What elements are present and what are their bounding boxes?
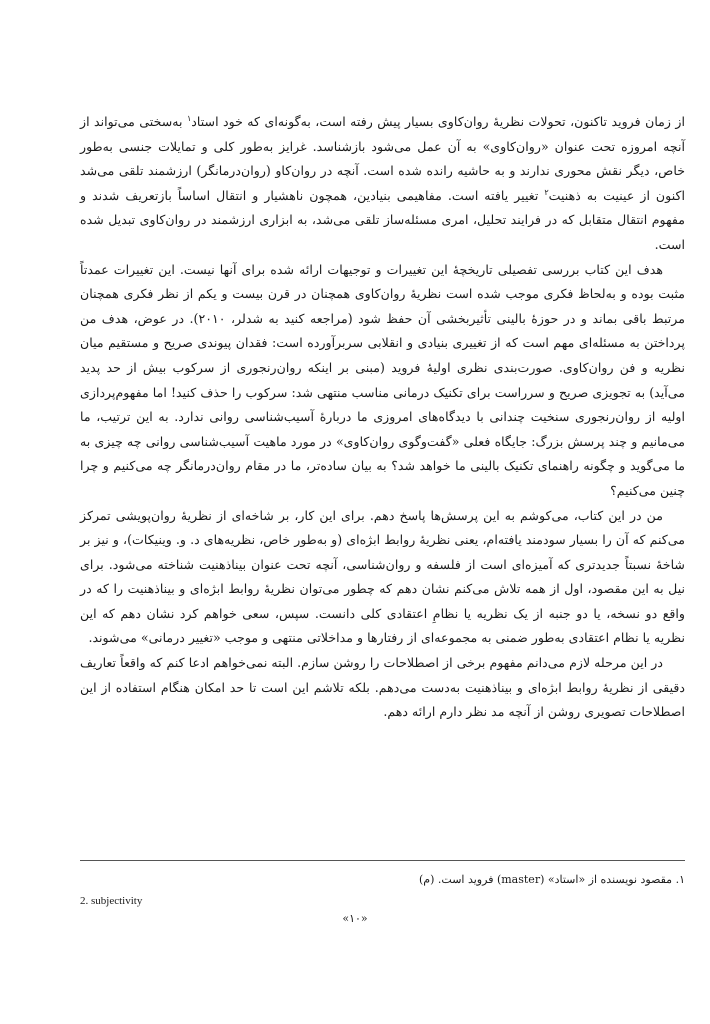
- paragraph-2: هدف این کتاب بررسی تفصیلی تاریخچهٔ این تغییرات و توجیهات ارائه شده برای آنها نیست. این تغییرات عمدتاً مثبت بوده و به‌لحاظ فکری موجب شده است نظریهٔ روان‌کاوی همچنان در قرن بیست و یکم از نظر فکری همچنان مرتبط باقی بماند و در حوزهٔ بالینی تأثیربخشی آن حفظ شود (مراجعه کنید به شدلر، ۲۰۱۰). در عوض، هدف من پرداختن به مسئله‌ای مهم است که از تغییری بنیادی و انقلابی سربرآورده است: فقدان پیوندی صریح و مستقیم میان نظریه و فن روان‌کاوی. صورت‌بندی نظری اولیهٔ فروید (مبنی بر اینکه روان‌رنجوری از سرکوب بیش از حد پدید می‌آید) به تجویزی صریح و سرراست برای تکنیک درمانی مناسب منتهی شد: سرکوب را حذف کنید! اما مفهوم‌پردازی اولیه از روان‌رنجوری سنخیت چندانی با دیدگاه‌های امروزی ما دربارهٔ آسیب‌شناسی روانی ندارد. به این ترتیب، ما می‌مانیم و چند پرسش بزرگ: جایگاه فعلی «گفت‌وگوی روان‌کاوی» در مورد ماهیت آسیب‌شناسی روانی چه چیزی به ما می‌گوید و چگونه راهنمای تکنیک بالینی ما خواهد شد؟ به بیان ساده‌تر، ما در مقام روان‌درمانگر چه می‌کنیم و چرا چنین می‌کنیم؟: [80, 261, 685, 498]
- paragraph-1-end: تغییر یافته است. مفاهیمی بنیادین، همچون ناهشیار و انتقال اساساً بازتعریف شدند و مفهوم انتقال متقابل که در فرایند تحلیل، امری مسئله‌ساز تلقی می‌شد، به ابزاری ارزشمند در روان‌کاوی تبدیل شده است.: [80, 187, 685, 252]
- footnote-mark-1: ۱: [186, 113, 192, 123]
- footnote-mark-2: ۲: [544, 187, 549, 197]
- main-text: [80, 110, 685, 725]
- paragraph-1: [80, 110, 685, 258]
- page-number: «۱۰»: [342, 912, 368, 925]
- footnote-persian: ۱. مقصود نویسنده از «استاد» (master) فروید است. (م): [419, 873, 685, 886]
- paragraph-1-start: از زمان فروید تاکنون، تحولات نظریهٔ روان‌کاوی بسیار پیش رفته است، به‌گونه‌ای که خود استاد: [191, 114, 685, 129]
- paragraph-3: من در این کتاب، می‌کوشم به این پرسش‌ها پاسخ دهم. برای این کار، بر شاخه‌ای از نظریهٔ روان‌پویشی تمرکز می‌کنم که آن را بسیار سودمند یافته‌ام، یعنی نظریهٔ روابط ابژه‌ای (و به‌طور خاص، نظریه‌های د. و. وینیکات)، و نیز بر شاخهٔ نسبتاً جدیدتری که آمیزه‌ای است از فلسفه و روان‌شناسی، آنچه تحت عنوان بیناذهنیت شناخته می‌شود. برای نیل به این مقصود، اول از همه تلاش می‌کنم نشان دهم که چطور می‌توان نظریهٔ روابط ابژه‌ای و بیناذهنیت را که در واقع دو نسخه، یا دو جنبه از یک نظریه یا نظامِ اعتقادی کلی دانست. سپس، سعی خواهم کرد نشان دهم که این نظریه یا نظام اعتقادی به‌طور ضمنی به مجموعه‌ای از رفتارها و مداخلاتی منتهی و موجب «تغییر درمانی» می‌شوند.: [80, 507, 685, 646]
- paragraph-4: در این مرحله لازم می‌دانم مفهوم برخی از اصطلاحات را روشن سازم. البته نمی‌خواهم ادعا کنم که واقعاً تعاریف دقیقی از نظریهٔ روابط ابژه‌ای و بیناذهنیت به‌دست می‌دهم. بلکه تلاشم این است تا حد امکان هنگام استفاده از این اصطلاحات تصویری روشن از آنچه مد نظر دارم ارائه دهم.: [80, 655, 685, 720]
- footnote-divider: [80, 860, 685, 861]
- paragraph-1-middle: به‌سختی می‌تواند از آنچه امروزه تحت عنوان «روان‌کاوی» به آن عمل می‌شود بازشناسد. غرایز به‌طور کلی و تمایلات جنسی به‌طور خاص، دیگر نقش محوری ندارند و به حاشیه رانده شده است. آنچه در روان‌کاو (روان‌درمانگر) ارزشمند تلقی می‌شد اکنون از عینیت به ذهنیت: [80, 114, 685, 203]
- footnote-english: 2. subjectivity: [80, 895, 143, 907]
